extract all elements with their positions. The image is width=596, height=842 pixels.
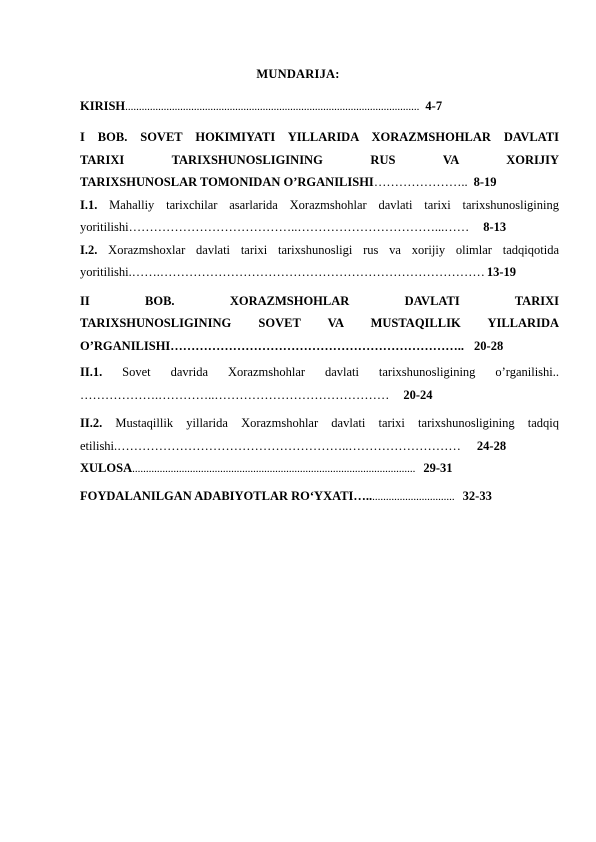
toc-page-number: 20-24: [403, 387, 433, 402]
toc-leader: ..............................: [372, 490, 455, 503]
toc-chapter-2-line1: II BOB. XORAZMSHOHLAR DAVLATI TARIXI: [80, 293, 559, 308]
section-number: II.2.: [80, 416, 103, 430]
toc-chapter-1-line2: TARIXI TARIXSHUNOSLIGINING RUS VA XORIJIY: [80, 152, 559, 167]
toc-leader: …………………..: [373, 175, 468, 189]
toc-page-number: 13-19: [486, 265, 517, 279]
toc-chapter-2-line2: TARIXSHUNOSLIGINING SOVET VA MUSTAQILLIK YILLARIDA: [80, 316, 559, 330]
table-of-contents: [80, 94, 559, 508]
toc-entry-label: KIRISH: [80, 99, 126, 113]
toc-leader: ……………………………………………………………..: [170, 338, 465, 353]
toc-entry-xulosa[interactable]: [80, 457, 559, 481]
toc-leader: …….……………………………………………………………………: [131, 265, 485, 279]
toc-entry-label: FOYDALANILGAN ADABIYOTLAR RO‘YXATI…..: [80, 488, 373, 503]
toc-entry-section-1-2[interactable]: [80, 239, 559, 284]
toc-section-2-1-line1: [80, 361, 559, 384]
section-title: Mustaqillik yillarida Xorazmshohlar davlati tarixi tarixshunosligining tadqiq: [115, 416, 560, 430]
section-title: Mahalliy tarixchilar asarlarida Xorazmshohlar davlati tarixi tarixshunosligining: [109, 197, 559, 212]
toc-section-1-2-line1: [80, 239, 559, 262]
toc-entry-bibliography[interactable]: [80, 485, 559, 509]
toc-entry-section-1-1[interactable]: [80, 194, 559, 239]
toc-page-number: 8-19: [473, 175, 497, 189]
toc-leader: ……………….…………..……………………………………: [80, 387, 390, 402]
section-title: Sovet davrida Xorazmshohlar davlati tarixshunosligining o’rganilishi..: [122, 365, 560, 379]
toc-page-number: 32-33: [462, 488, 492, 503]
toc-leader: ...........................................................................................................: [125, 101, 420, 113]
toc-section-1-1-line1: [80, 194, 559, 217]
page-title: MUNDARIJA:: [256, 67, 340, 81]
toc-chapter-1-line3: [80, 171, 559, 194]
toc-entry-section-2-2[interactable]: [80, 412, 559, 457]
section-title-cont: yoritilishi.: [80, 265, 132, 279]
toc-entry-chapter-1[interactable]: [80, 126, 559, 194]
toc-section-2-2-line1: [80, 412, 559, 435]
section-title: Xorazmshoxlar davlati tarixi tarixshunosligi rus va xorijiy olimlar tadqiqotida: [108, 242, 559, 257]
toc-entry-chapter-2[interactable]: [80, 290, 559, 358]
section-number: I.1.: [80, 197, 98, 212]
toc-leader: ………………………………………………..………………………: [117, 438, 461, 453]
toc-section-1-2-line2: [80, 261, 559, 284]
toc-entry-label: TARIXSHUNOSLAR TOMONIDAN O’RGANILISHI: [80, 175, 374, 189]
toc-chapter-1-line1: I BOB. SOVET HOKIMIYATI YILLARIDA XORAZMSHOHLAR DAVLATI: [80, 130, 559, 144]
toc-leader: .......................................................................................................: [132, 463, 416, 475]
toc-leader: …………………………………..……………………………...……: [128, 220, 470, 234]
toc-section-1-1-line2: [80, 216, 559, 239]
toc-entry-section-2-1[interactable]: [80, 361, 559, 406]
toc-page-number: 24-28: [476, 438, 507, 453]
section-number: I.2.: [80, 242, 98, 257]
toc-entry-label: O’RGANILISHI: [80, 338, 171, 353]
toc-entry-kirish[interactable]: [80, 94, 559, 120]
toc-page-number: 29-31: [423, 461, 453, 475]
toc-section-2-2-line2: [80, 435, 559, 458]
section-number: II.1.: [80, 365, 103, 379]
toc-page-number: 4-7: [425, 99, 443, 113]
section-title-cont: yoritilishi: [80, 220, 129, 234]
section-title-cont: etilishi.: [80, 438, 118, 453]
toc-page-number: 20-28: [474, 338, 504, 353]
toc-page-number: 8-13: [483, 220, 507, 234]
toc-chapter-2-line3: [80, 335, 559, 358]
toc-entry-label: XULOSA: [80, 461, 133, 475]
toc-section-2-1-line2: [80, 384, 559, 407]
